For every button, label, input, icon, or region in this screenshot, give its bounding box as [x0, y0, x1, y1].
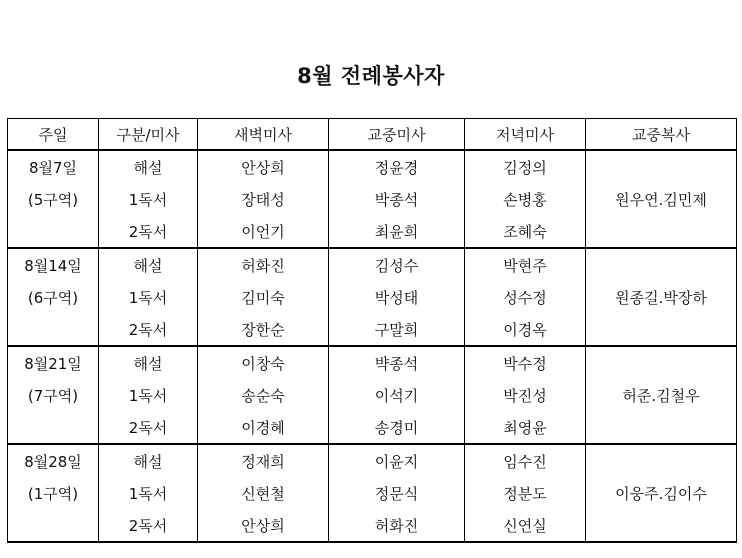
header-altar-server: 교중복사	[586, 119, 737, 151]
empty-cell	[8, 313, 99, 346]
server-cell: 이웅주.김이수	[586, 444, 737, 542]
role-cell: 1독서	[99, 379, 198, 411]
role-cell: 1독서	[99, 281, 198, 313]
dawn-cell: 이언기	[198, 215, 329, 248]
evening-cell: 정분도	[465, 477, 586, 509]
table-row	[8, 150, 737, 183]
week-date: 8월7일	[8, 150, 99, 183]
dawn-cell: 송순숙	[198, 379, 329, 411]
main-cell: 박종석	[329, 183, 465, 215]
main-cell: 이윤지	[329, 444, 465, 477]
role-cell: 2독서	[99, 215, 198, 248]
role-cell: 1독서	[99, 477, 198, 509]
dawn-cell: 신현철	[198, 477, 329, 509]
evening-cell: 손병홍	[465, 183, 586, 215]
week-date: 8월28일	[8, 444, 99, 477]
page-title: 8월 전례봉사자	[297, 64, 445, 88]
empty-cell	[8, 411, 99, 444]
header-row	[8, 119, 737, 151]
table-row	[8, 444, 737, 477]
evening-cell: 신연실	[465, 509, 586, 542]
week-district: (7구역)	[8, 379, 99, 411]
role-cell: 해설	[99, 444, 198, 477]
empty-cell	[8, 215, 99, 248]
header-sunday: 주일	[8, 119, 99, 151]
header-dawn-mass: 새벽미사	[198, 119, 329, 151]
dawn-cell: 이창숙	[198, 346, 329, 379]
evening-cell: 박수정	[465, 346, 586, 379]
week-district: (1구역)	[8, 477, 99, 509]
dawn-cell: 장한순	[198, 313, 329, 346]
table-body	[8, 150, 737, 542]
role-cell: 해설	[99, 150, 198, 183]
role-cell: 1독서	[99, 183, 198, 215]
main-cell: 정윤경	[329, 150, 465, 183]
server-cell: 원우연.김민제	[586, 150, 737, 248]
main-cell: 뱍종석	[329, 346, 465, 379]
role-cell: 2독서	[99, 313, 198, 346]
empty-cell	[8, 509, 99, 542]
dawn-cell: 정재희	[198, 444, 329, 477]
dawn-cell: 안상희	[198, 509, 329, 542]
week-date: 8월21일	[8, 346, 99, 379]
dawn-cell: 안상희	[198, 150, 329, 183]
evening-cell: 조혜숙	[465, 215, 586, 248]
role-cell: 2독서	[99, 509, 198, 542]
role-cell: 해설	[99, 248, 198, 281]
server-cell: 허준.김철우	[586, 346, 737, 444]
week-district: (6구역)	[8, 281, 99, 313]
main-cell: 구말희	[329, 313, 465, 346]
main-cell: 김성수	[329, 248, 465, 281]
week-date: 8월14일	[8, 248, 99, 281]
dawn-cell: 김미숙	[198, 281, 329, 313]
main-cell: 최윤희	[329, 215, 465, 248]
evening-cell: 성수정	[465, 281, 586, 313]
main-cell: 이석기	[329, 379, 465, 411]
header-main-mass: 교중미사	[329, 119, 465, 151]
header-evening-mass: 저녁미사	[465, 119, 586, 151]
main-cell: 허화진	[329, 509, 465, 542]
evening-cell: 박진성	[465, 379, 586, 411]
main-cell: 송경미	[329, 411, 465, 444]
dawn-cell: 이경혜	[198, 411, 329, 444]
evening-cell: 박현주	[465, 248, 586, 281]
dawn-cell: 허화진	[198, 248, 329, 281]
table-row	[8, 248, 737, 281]
evening-cell: 최영윤	[465, 411, 586, 444]
server-cell: 원종길.박장하	[586, 248, 737, 346]
main-cell: 정문식	[329, 477, 465, 509]
schedule-table	[7, 118, 737, 543]
role-cell: 해설	[99, 346, 198, 379]
main-cell: 박성태	[329, 281, 465, 313]
week-district: (5구역)	[8, 183, 99, 215]
role-cell: 2독서	[99, 411, 198, 444]
header-category: 구분/미사	[99, 119, 198, 151]
evening-cell: 이경옥	[465, 313, 586, 346]
evening-cell: 김정의	[465, 150, 586, 183]
table-row	[8, 346, 737, 379]
dawn-cell: 장태성	[198, 183, 329, 215]
table-header	[8, 119, 737, 151]
evening-cell: 임수진	[465, 444, 586, 477]
